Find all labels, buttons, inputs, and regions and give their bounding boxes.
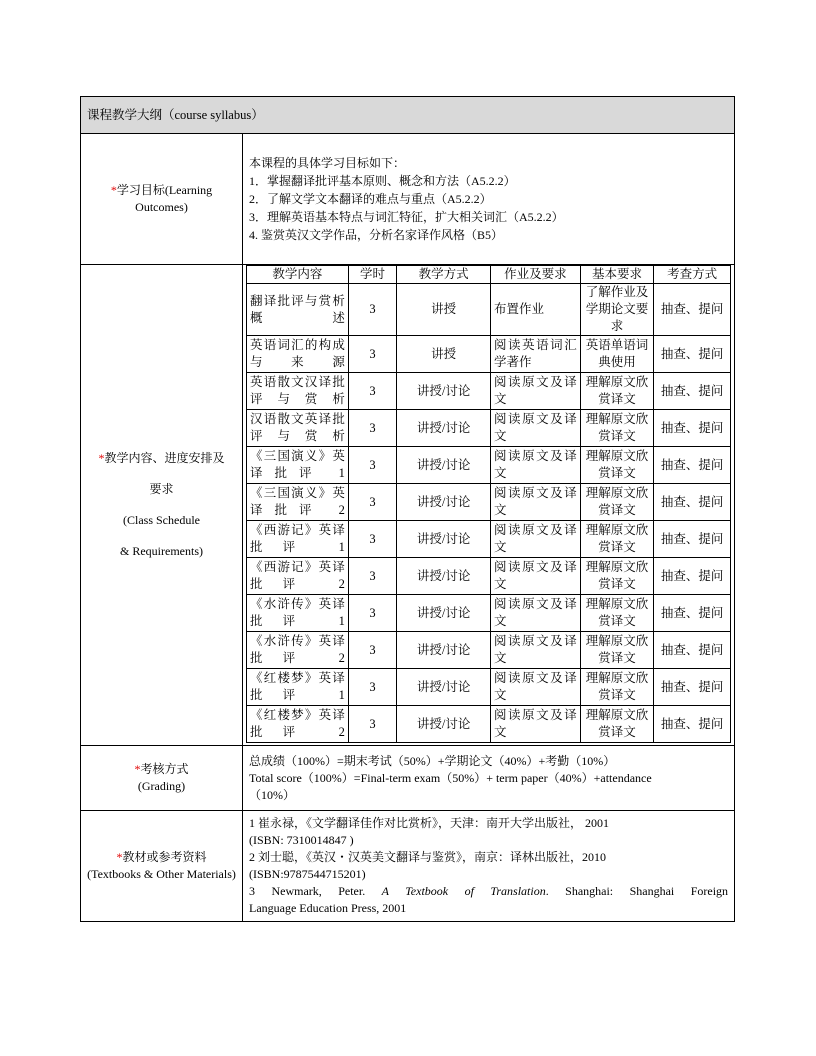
teaching-method-cell: 讲授 — [397, 284, 491, 336]
hours-cell: 3 — [348, 669, 396, 706]
reference-line: (ISBN: 7310014847 ) — [249, 833, 354, 847]
basic-requirement-cell: 理解原文欣赏译文 — [580, 373, 654, 410]
assessment-method-cell: 抽查、提问 — [654, 284, 731, 336]
schedule-label — [81, 265, 243, 746]
grading-line: 总成绩（100%）=期末考试（50%）+学期论文（40%）+考勤（10%） — [249, 753, 616, 768]
assessment-method-cell: 抽查、提问 — [654, 521, 731, 558]
course-content-cell: 《水浒传》英译批评 1 — [247, 595, 349, 632]
teaching-method-cell: 讲授/讨论 — [397, 521, 491, 558]
learning-outcomes-intro: 本课程的具体学习目标如下： — [249, 156, 406, 170]
basic-requirement-cell: 理解原文欣赏译文 — [580, 521, 654, 558]
learning-outcome-item: 3．理解英语基本特点与词汇特征，扩大相关词汇（A5.2.2） — [249, 210, 564, 224]
schedule-row-item — [247, 373, 731, 410]
column-header: 作业及要求 — [491, 266, 581, 284]
materials-label-line: (Textbooks & Other Materials) — [87, 867, 236, 881]
hours-cell: 3 — [348, 484, 396, 521]
schedule-content — [243, 265, 735, 746]
assessment-method-cell: 抽查、提问 — [654, 410, 731, 447]
required-marker: * — [134, 762, 141, 776]
reference-line: 1 崔永禄，《文学翻译佳作对比赏析》，天津：南开大学出版社， 2001 — [249, 816, 610, 830]
hours-cell: 3 — [348, 447, 396, 484]
grading-row — [81, 746, 735, 811]
hours-cell: 3 — [348, 632, 396, 669]
column-header: 基本要求 — [580, 266, 654, 284]
hours-cell: 3 — [348, 558, 396, 595]
materials-row — [81, 811, 735, 922]
basic-requirement-cell: 理解原文欣赏译文 — [580, 669, 654, 706]
assessment-method-cell: 抽查、提问 — [654, 447, 731, 484]
schedule-row-item — [247, 669, 731, 706]
schedule-row-item — [247, 595, 731, 632]
column-header: 学时 — [348, 266, 396, 284]
schedule-row-item — [247, 336, 731, 373]
teaching-method-cell: 讲授 — [397, 336, 491, 373]
course-content-cell: 《红楼梦》英译批评 1 — [247, 669, 349, 706]
homework-cell: 阅读英语词汇学著作 — [491, 336, 581, 373]
required-marker: * — [116, 850, 123, 864]
course-content-cell: 《三国演义》英译批评 2 — [247, 484, 349, 521]
assessment-method-cell: 抽查、提问 — [654, 336, 731, 373]
reference-line — [249, 883, 728, 900]
schedule-label-line: (Class Schedule — [123, 513, 200, 527]
learning-outcome-item: 1．掌握翻译批评基本原则、概念和方法（A5.2.2） — [249, 174, 516, 188]
hours-cell: 3 — [348, 706, 396, 743]
course-content-cell: 汉语散文英译批评与赏析 — [247, 410, 349, 447]
course-content-cell: 英语散文汉译批评与赏析 — [247, 373, 349, 410]
schedule-row-item — [247, 521, 731, 558]
basic-requirement-cell: 英语单语词典使用 — [580, 336, 654, 373]
grading-label-line: (Grading) — [137, 779, 186, 793]
materials-label-line: 教材或参考资料 — [122, 850, 207, 864]
homework-cell: 阅读原文及译文 — [491, 373, 581, 410]
reference-publisher: . Shanghai: Shanghai Foreign — [545, 884, 729, 898]
learning-outcomes-row — [81, 134, 735, 265]
homework-cell: 阅读原文及译文 — [491, 484, 581, 521]
learning-outcome-item: 4. 鉴赏英汉文学作品，分析名家译作风格（B5） — [249, 228, 504, 242]
teaching-method-cell: 讲授/讨论 — [397, 595, 491, 632]
teaching-method-cell: 讲授/讨论 — [397, 669, 491, 706]
grading-line: Total score（100%）=Final-term exam（50%）+ term paper（40%）+attendance — [249, 770, 652, 785]
hours-cell: 3 — [348, 521, 396, 558]
schedule-row — [81, 265, 735, 746]
schedule-row-item — [247, 410, 731, 447]
materials-label — [81, 811, 243, 922]
reference-line: (ISBN:9787544715201) — [249, 867, 366, 881]
grading-label-line: 考核方式 — [140, 762, 189, 776]
basic-requirement-cell: 理解原文欣赏译文 — [580, 484, 654, 521]
syllabus-page — [80, 96, 734, 922]
learning-outcomes-label — [81, 134, 243, 265]
teaching-method-cell: 讲授/讨论 — [397, 373, 491, 410]
schedule-row-item — [247, 632, 731, 669]
schedule-label-line: 教学内容、进度安排及 — [104, 451, 225, 465]
basic-requirement-cell: 理解原文欣赏译文 — [580, 410, 654, 447]
assessment-method-cell: 抽查、提问 — [654, 669, 731, 706]
grading-line: （10%） — [249, 787, 295, 802]
homework-cell: 阅读原文及译文 — [491, 410, 581, 447]
homework-cell: 布置作业 — [491, 284, 581, 336]
homework-cell: 阅读原文及译文 — [491, 558, 581, 595]
schedule-table — [246, 265, 731, 743]
schedule-header-row — [247, 266, 731, 284]
teaching-method-cell: 讲授/讨论 — [397, 558, 491, 595]
column-header: 教学方式 — [397, 266, 491, 284]
course-content-cell: 《西游记》英译批评 1 — [247, 521, 349, 558]
required-marker: * — [110, 183, 117, 197]
teaching-method-cell: 讲授/讨论 — [397, 484, 491, 521]
course-content-cell: 《西游记》英译批评 2 — [247, 558, 349, 595]
learning-outcomes-label-text: 学习目标(Learning Outcomes) — [116, 183, 213, 214]
course-content-cell: 《三国演义》英译批评 1 — [247, 447, 349, 484]
homework-cell: 阅读原文及译文 — [491, 447, 581, 484]
schedule-row-item — [247, 447, 731, 484]
hours-cell: 3 — [348, 595, 396, 632]
schedule-row-item — [247, 284, 731, 336]
schedule-row-item — [247, 484, 731, 521]
required-marker: * — [98, 451, 105, 465]
syllabus-header: 课程教学大纲（course syllabus） — [81, 97, 735, 134]
column-header: 教学内容 — [247, 266, 349, 284]
syllabus-table — [80, 96, 735, 922]
course-content-cell: 英语词汇的构成与来源 — [247, 336, 349, 373]
schedule-label-line: & Requirements) — [120, 544, 203, 558]
homework-cell: 阅读原文及译文 — [491, 632, 581, 669]
assessment-method-cell: 抽查、提问 — [654, 706, 731, 743]
reference-line: 2 刘士聪，《英汉・汉英美文翻译与鉴赏》，南京：译林出版社，2010 — [249, 850, 607, 864]
learning-outcomes-content — [243, 134, 735, 265]
basic-requirement-cell: 理解原文欣赏译文 — [580, 447, 654, 484]
hours-cell: 3 — [348, 336, 396, 373]
basic-requirement-cell: 了解作业及学期论文要求 — [580, 284, 654, 336]
assessment-method-cell: 抽查、提问 — [654, 558, 731, 595]
homework-cell: 阅读原文及译文 — [491, 521, 581, 558]
assessment-method-cell: 抽查、提问 — [654, 632, 731, 669]
teaching-method-cell: 讲授/讨论 — [397, 706, 491, 743]
schedule-label-line: 要求 — [149, 482, 174, 496]
course-content-cell: 《水浒传》英译批评 2 — [247, 632, 349, 669]
basic-requirement-cell: 理解原文欣赏译文 — [580, 706, 654, 743]
teaching-method-cell: 讲授/讨论 — [397, 447, 491, 484]
schedule-body — [247, 284, 731, 743]
assessment-method-cell: 抽查、提问 — [654, 373, 731, 410]
learning-outcome-item: 2．了解文学文本翻译的难点与重点（A5.2.2） — [249, 192, 492, 206]
reference-author: 3 Newmark, Peter. — [249, 884, 366, 898]
materials-content — [243, 811, 735, 922]
schedule-row-item — [247, 706, 731, 743]
assessment-method-cell: 抽查、提问 — [654, 595, 731, 632]
homework-cell: 阅读原文及译文 — [491, 595, 581, 632]
hours-cell: 3 — [348, 284, 396, 336]
header-row — [81, 97, 735, 134]
course-content-cell: 翻译批评与赏析概述 — [247, 284, 349, 336]
basic-requirement-cell: 理解原文欣赏译文 — [580, 558, 654, 595]
teaching-method-cell: 讲授/讨论 — [397, 632, 491, 669]
basic-requirement-cell: 理解原文欣赏译文 — [580, 632, 654, 669]
hours-cell: 3 — [348, 373, 396, 410]
reference-title: A Textbook of Translation — [381, 884, 546, 898]
hours-cell: 3 — [348, 410, 396, 447]
basic-requirement-cell: 理解原文欣赏译文 — [580, 595, 654, 632]
column-header: 考查方式 — [654, 266, 731, 284]
course-content-cell: 《红楼梦》英译批评 2 — [247, 706, 349, 743]
homework-cell: 阅读原文及译文 — [491, 706, 581, 743]
reference-line: Language Education Press, 2001 — [249, 901, 407, 915]
grading-label — [81, 746, 243, 811]
assessment-method-cell: 抽查、提问 — [654, 484, 731, 521]
grading-content — [243, 746, 735, 811]
teaching-method-cell: 讲授/讨论 — [397, 410, 491, 447]
schedule-row-item — [247, 558, 731, 595]
homework-cell: 阅读原文及译文 — [491, 669, 581, 706]
